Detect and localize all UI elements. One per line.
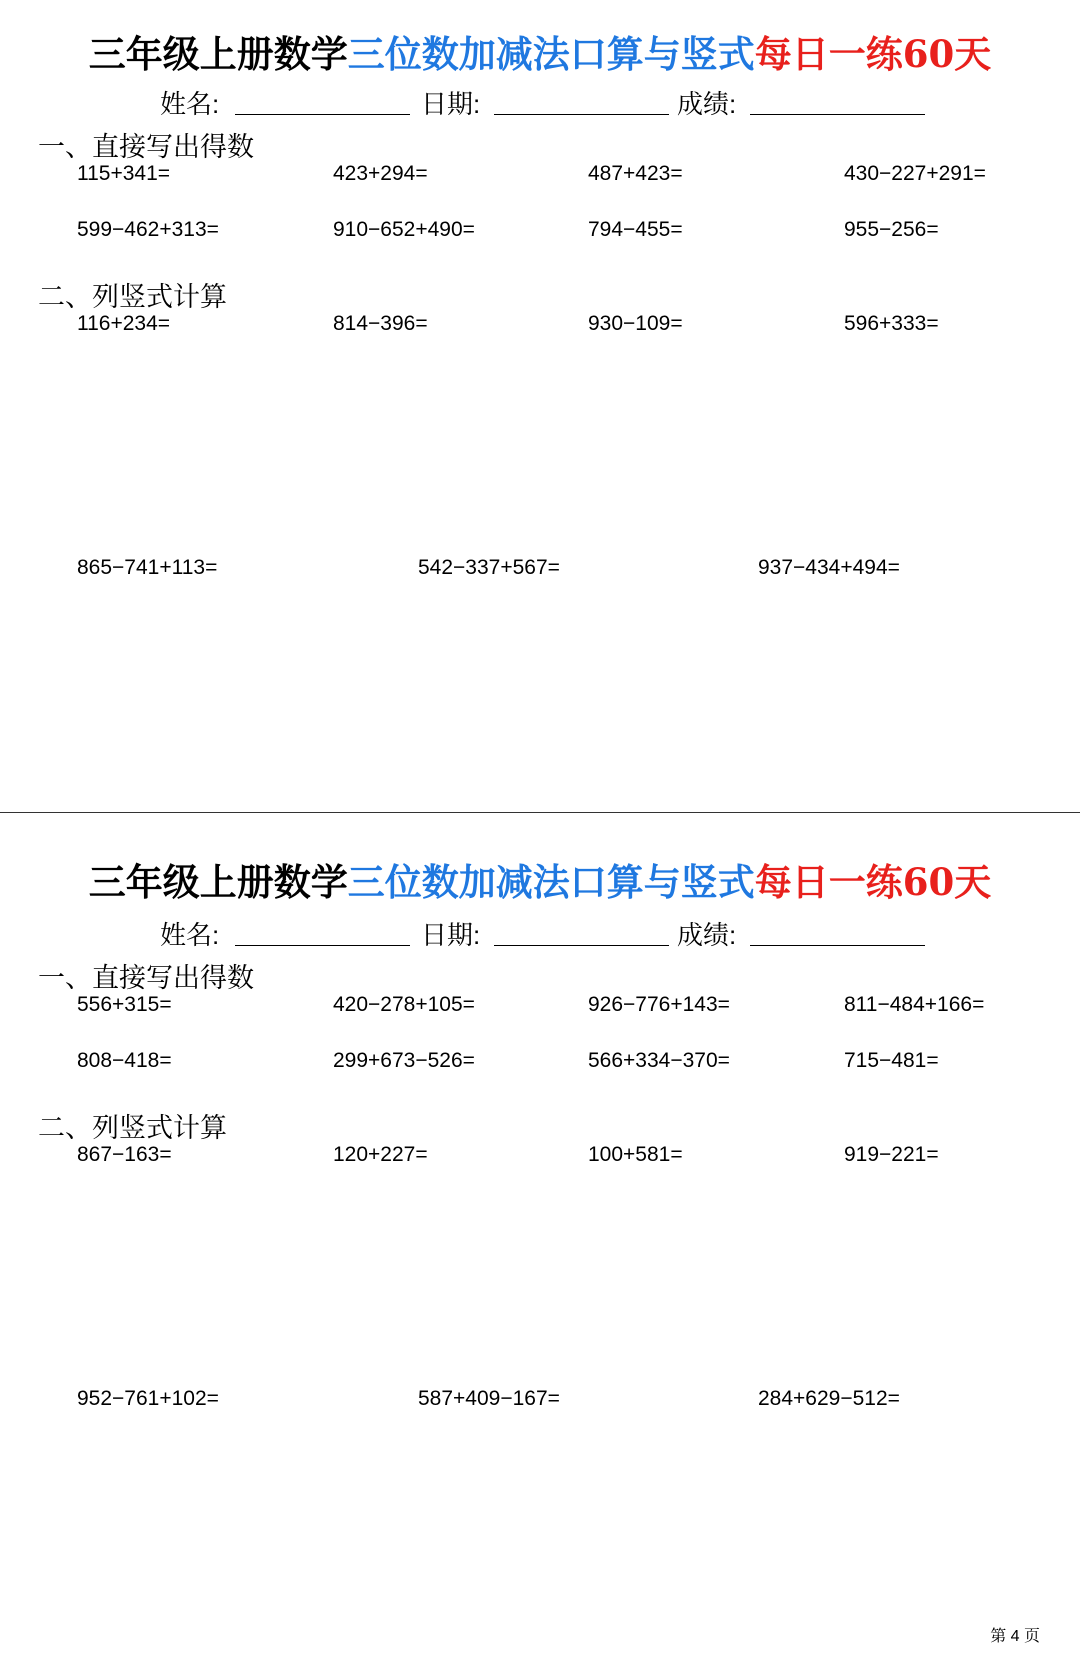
problem: 937−434+494= [758, 556, 900, 579]
title-grade-part: 三年级上册数学 [88, 860, 348, 904]
worksheet-title [0, 852, 1080, 906]
problem: 100+581= [588, 1143, 683, 1166]
name-label: 姓名: [160, 89, 220, 119]
name-label: 姓名: [160, 920, 220, 950]
score-label: 成绩: [677, 920, 737, 950]
problem: 556+315= [77, 993, 172, 1016]
problem: 299+673−526= [333, 1049, 475, 1072]
worksheet-title [0, 24, 1080, 78]
problem: 867−163= [77, 1143, 172, 1166]
problem: 811−484+166= [844, 993, 985, 1016]
section-vertical-heading: 二、列竖式计算 [38, 282, 227, 312]
problem: 926−776+143= [588, 993, 730, 1016]
problem: 794−455= [588, 218, 683, 241]
problem: 487+423= [588, 162, 683, 185]
problem: 542−337+567= [418, 556, 560, 579]
problem: 587+409−167= [418, 1387, 560, 1410]
problem: 420−278+105= [333, 993, 475, 1016]
score-label: 成绩: [677, 89, 737, 119]
problem: 814−396= [333, 312, 428, 335]
title-topic-part: 三位数加减法口算与竖式 [347, 32, 755, 76]
title-topic-part: 三位数加减法口算与竖式 [347, 860, 755, 904]
problem: 284+629−512= [758, 1387, 900, 1410]
problem: 955−256= [844, 218, 939, 241]
problem: 430−227+291= [844, 162, 986, 185]
problem: 120+227= [333, 1143, 428, 1166]
cut-divider [0, 812, 1080, 813]
section-mental-heading: 一、直接写出得数 [38, 132, 254, 162]
problem: 596+333= [844, 312, 939, 335]
date-label: 日期: [421, 920, 481, 950]
title-grade-part: 三年级上册数学 [88, 32, 348, 76]
section-mental-heading: 一、直接写出得数 [38, 963, 254, 993]
page-number: 第 4 页 [990, 1628, 1040, 1645]
problem: 808−418= [77, 1049, 172, 1072]
problem: 115+341= [77, 162, 171, 185]
problem: 919−221= [844, 1143, 939, 1166]
problem: 423+294= [333, 162, 428, 185]
date-blank[interactable] [494, 945, 669, 946]
title-daily-part: 每日一练60天 [754, 860, 992, 904]
worksheet-top [0, 0, 1080, 812]
date-label: 日期: [421, 89, 481, 119]
problem: 910−652+490= [333, 218, 475, 241]
section-vertical-heading: 二、列竖式计算 [38, 1113, 227, 1143]
worksheet-bottom [0, 831, 1080, 1643]
problem: 566+334−370= [588, 1049, 730, 1072]
name-blank[interactable] [235, 945, 410, 946]
problem: 715−481= [844, 1049, 939, 1072]
problem: 599−462+313= [77, 218, 219, 241]
problem: 116+234= [77, 312, 171, 335]
date-blank[interactable] [494, 114, 669, 115]
score-blank[interactable] [750, 945, 925, 946]
title-daily-part: 每日一练60天 [754, 32, 992, 76]
name-blank[interactable] [235, 114, 410, 115]
score-blank[interactable] [750, 114, 925, 115]
problem: 952−761+102= [77, 1387, 219, 1410]
problem: 865−741+113= [77, 556, 218, 579]
problem: 930−109= [588, 312, 683, 335]
